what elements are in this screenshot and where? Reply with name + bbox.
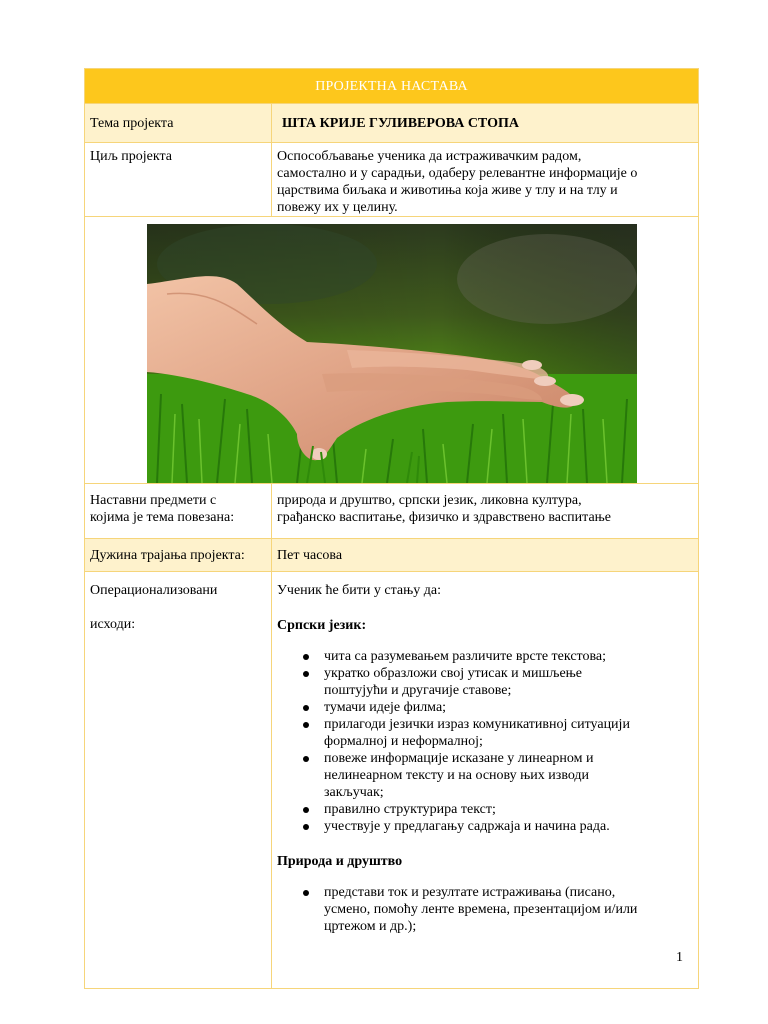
outcomes-label xyxy=(85,572,272,989)
header-title: ПРОЈЕКТНА НАСТАВА xyxy=(85,69,699,104)
bullet-icon xyxy=(303,756,309,762)
list-item: чита са разумевањем различите врсте текстова; xyxy=(324,648,693,665)
subjects-row xyxy=(85,484,699,539)
goal-value xyxy=(272,143,699,217)
subjects-value xyxy=(272,484,699,539)
list-item: правилно структурира текст; xyxy=(324,801,693,818)
list-item: представи ток и резултате истраживања (писано, усмено, помоћу ленте времена, презентацијом и/или цртежом и др.); xyxy=(324,884,693,935)
bullet-icon xyxy=(303,671,309,677)
list-item: прилагоди језички израз комуникативној ситуацији формалној и неформалној; xyxy=(324,716,693,750)
nature-outcomes-list xyxy=(277,884,693,935)
image-row xyxy=(85,217,699,484)
bullet-icon xyxy=(303,722,309,728)
subjects-value-line: грађанско васпитање, физичко и здравствено васпитање xyxy=(277,510,612,525)
serbian-outcomes-list xyxy=(277,648,693,835)
goal-line: царствима биљака и животиња која живе у тлу и на тлу и xyxy=(277,183,618,198)
theme-value: ШТА КРИЈЕ ГУЛИВЕРОВА СТОПА xyxy=(272,104,699,143)
goal-line: Оспособљавање ученика да истраживачким радом, xyxy=(277,149,582,164)
goal-row xyxy=(85,143,699,217)
nature-section-title: Природа и друштво xyxy=(277,854,403,869)
subjects-label xyxy=(85,484,272,539)
page-number: 1 xyxy=(676,950,683,965)
serbian-section-title: Српски језик: xyxy=(277,618,367,633)
list-item: тумачи идеје филма; xyxy=(324,699,693,716)
bullet-icon xyxy=(303,824,309,830)
subjects-value-line: природа и друштво, српски језик, ликовна култура, xyxy=(277,493,582,508)
outcomes-label-line: исходи: xyxy=(90,617,136,632)
goal-line: самостално и у сарадњи, одаберу релевантне информације о xyxy=(277,166,638,181)
duration-row xyxy=(85,539,699,572)
bullet-icon xyxy=(303,890,309,896)
list-item: учествује у предлагању садржаја и начина рада. xyxy=(324,818,693,835)
duration-value: Пет часова xyxy=(272,539,699,572)
goal-label: Циљ пројекта xyxy=(85,143,272,217)
outcomes-intro: Ученик ће бити у стању да: xyxy=(277,583,441,598)
duration-label: Дужина трајања пројекта: xyxy=(85,539,272,572)
project-table xyxy=(84,68,699,989)
hand-on-grass-photo xyxy=(147,224,637,483)
bullet-icon xyxy=(303,807,309,813)
outcomes-value xyxy=(272,572,699,989)
theme-row xyxy=(85,104,699,143)
list-item: укратко образложи свој утисак и мишљење поштујући и другачије ставове; xyxy=(324,665,693,699)
outcomes-label-line: Операционализовани xyxy=(90,583,218,598)
outcomes-row xyxy=(85,572,699,989)
bullet-icon xyxy=(303,705,309,711)
bullet-icon xyxy=(303,654,309,660)
list-item: повеже информације исказане у линеарном и нелинеарном тексту и на основу њих изводи закључак; xyxy=(324,750,693,801)
goal-line: повежу их у целину. xyxy=(277,200,398,215)
subjects-label-line: Наставни предмети с xyxy=(90,493,217,508)
theme-label: Тема пројекта xyxy=(85,104,272,143)
header-row xyxy=(85,69,699,104)
subjects-label-line: којима је тема повезана: xyxy=(90,510,235,525)
